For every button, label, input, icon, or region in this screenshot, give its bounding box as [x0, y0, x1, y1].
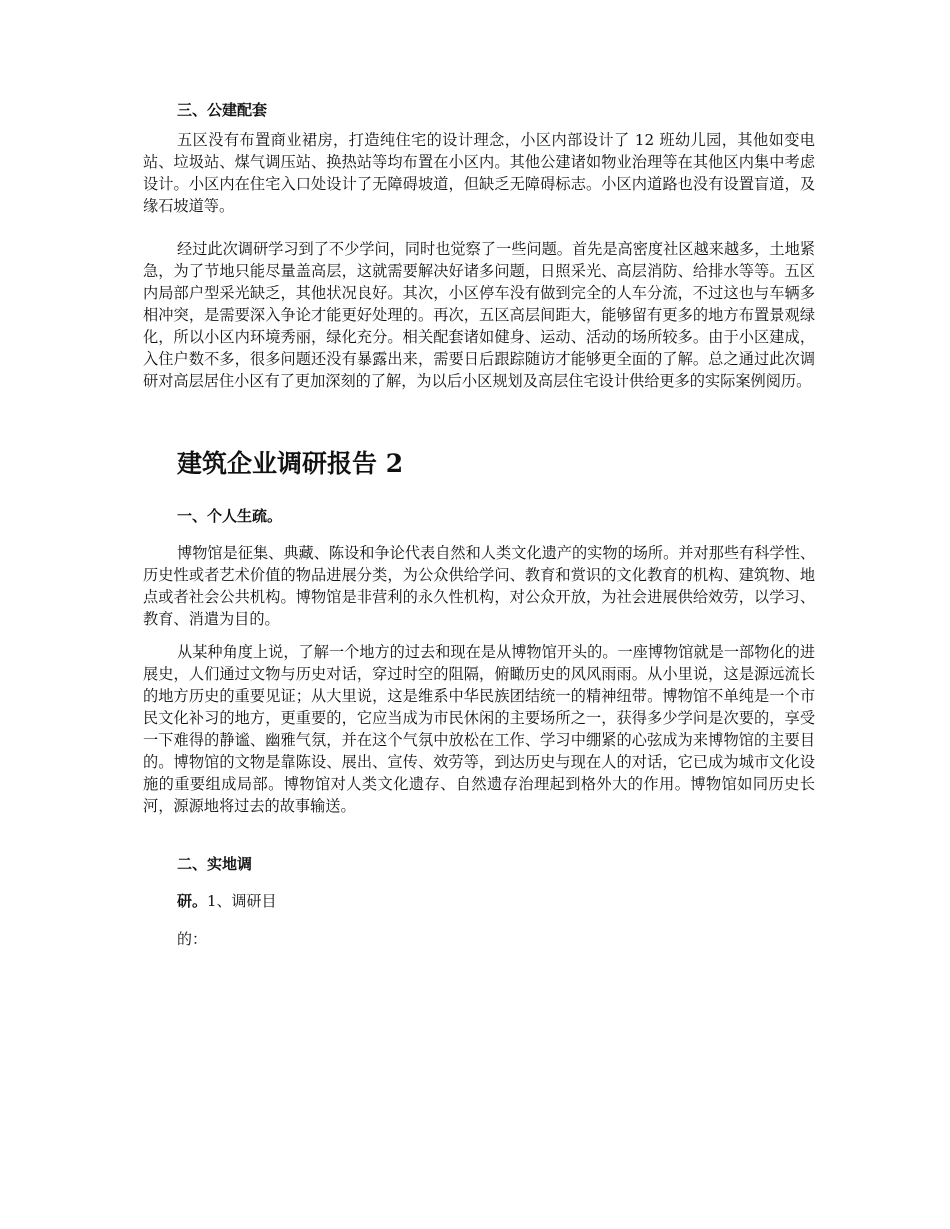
survey-purpose-continuation: 的：: [177, 930, 208, 948]
survey-purpose-bold-text: 研。: [177, 892, 208, 910]
survey-purpose-line: [177, 890, 277, 912]
section-heading-personal-understanding: 一、个人生疏。: [177, 507, 283, 525]
report-title: 建筑企业调研报告 2: [177, 449, 404, 478]
paragraph-survey-summary: 经过此次调研学习到了不少学问，同时也觉察了一些问题。首先是高密度社区越来越多，土地紧急，为了节地只能尽量盖高层，这就需要解决好诸多问题，日照采光、高层消防、给排水等等。五区内局部户型采光缺乏，其他状况良好。其次，小区停车没有做到完全的人车分流，不过这也与车辆多相冲突，是需要深入争论才能更好处理的。再次，五区高层间距大，能够留有更多的地方布置景观绿化，所以小区内环境秀丽，绿化充分。相关配套诸如健身、运动、活动的场所较多。由于小区建成，入住户数不多，很多问题还没有暴露出来，需要日后跟踪随访才能够更全面的了解。总之通过此次调研对高层居住小区有了更加深刻的了解，为以后小区规划及高层住宅设计供给更多的实际案例阅历。: [143, 240, 815, 390]
paragraph-museum-significance: 从某种角度上说，了解一个地方的过去和现在是从博物馆开头的。一座博物馆就是一部物化的进展史，人们通过文物与历史对话，穿过时空的阻隔，俯瞰历史的风风雨雨。从小里说，这是源远流长的地方历史的重要见证；从大里说，这是维系中华民族团结统一的精神纽带。博物馆不单纯是一个市民文化补习的地方，更重要的，它应当成为市民休闲的主要场所之一，获得多少学问是次要的，享受一下难得的静谧、幽雅气氛，并在这个气氛中放松在工作、学习中绷紧的心弦成为来博物馆的主要目的。博物馆的文物是靠陈设、展出、宣传、效劳等，到达历史与现在人的对话，它已成为城市文化设施的重要组成局部。博物馆对人类文化遗存、自然遗存治理起到格外大的作用。博物馆如同历史长河，源源地将过去的故事输送。: [143, 643, 815, 815]
section-heading-public-facilities: 三、公建配套: [177, 101, 268, 119]
paragraph-museum-definition: 博物馆是征集、典藏、陈设和争论代表自然和人类文化遗产的实物的场所。并对那些有科学性、历史性或者艺术价值的物品进展分类，为公众供给学问、教育和赏识的文化教育的机构、建筑物、地点或者社会公共机构。博物馆是非营利的永久性机构，对公众开放，为社会进展供给效劳，以学习、教育、消遣为目的。: [143, 544, 815, 628]
survey-purpose-text: 1、调研目: [207, 892, 277, 910]
section-heading-field-survey: 二、实地调: [177, 855, 253, 873]
paragraph-public-facilities: 五区没有布置商业裙房，打造纯住宅的设计理念，小区内部设计了 12 班幼儿园，其他如变电站、垃圾站、煤气调压站、换热站等均布置在小区内。其他公建诸如物业治理等在其他区内集中考虑设计。小区内在住宅入口处设计了无障碍坡道，但缺乏无障碍标志。小区内道路也没有设置盲道，及缘石坡道等。: [143, 131, 815, 215]
